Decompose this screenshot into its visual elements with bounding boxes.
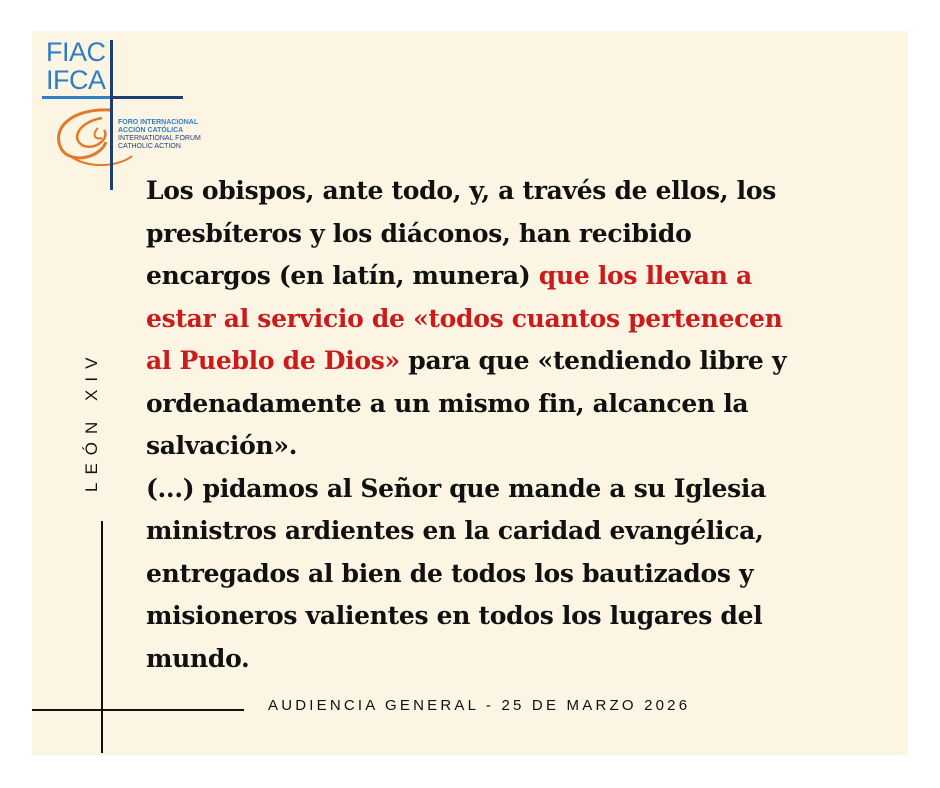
quote-segment: para que «tendiendo libre y bbox=[399, 346, 787, 375]
quote-line bbox=[146, 213, 906, 256]
quote-highlight: que los llevan a bbox=[538, 261, 752, 290]
quote-line bbox=[146, 468, 906, 511]
quote-line bbox=[146, 340, 906, 383]
footer-caption: AUDIENCIA GENERAL - 25 DE MARZO 2026 bbox=[268, 697, 691, 714]
quote-segment: entregados al bien de todos los bautizados y bbox=[146, 558, 754, 588]
quote-line bbox=[146, 298, 906, 341]
quote-line bbox=[146, 170, 906, 213]
quote-segment: presbíteros y los diáconos, han recibido bbox=[146, 218, 692, 248]
logo-fiac-text: FIAC bbox=[46, 37, 106, 67]
quote-segment: ministros ardientes en la caridad evangélica, bbox=[146, 516, 764, 545]
logo-spanish-caption: FORO INTERNACIONAL ACCIÓN CATÓLICA bbox=[118, 119, 199, 134]
quote-segment: mundo. bbox=[146, 643, 250, 673]
quote-segment: ordenadamente a un mismo fin, alcancen la bbox=[146, 388, 749, 418]
quote-line bbox=[146, 425, 906, 468]
quote-line bbox=[146, 510, 906, 553]
quote-segment: salvación». bbox=[146, 431, 298, 460]
quote-line bbox=[146, 255, 906, 298]
quote-segment: (...) pidamos al Señor que mande a su Iglesia bbox=[146, 473, 767, 503]
quote-line bbox=[146, 638, 906, 681]
logo-ifca-text: IFCA bbox=[46, 65, 106, 95]
quote-segment: encargos (en latín, munera) bbox=[146, 261, 539, 290]
quote-line bbox=[146, 383, 906, 426]
author-label: LEÓN XIV bbox=[82, 349, 101, 492]
quote-line bbox=[146, 553, 906, 596]
vertical-rule bbox=[101, 521, 103, 753]
logo-english-caption: INTERNATIONAL FORUM CATHOLIC ACTION bbox=[118, 135, 201, 150]
quote-segment: misioneros valientes en todos los lugares del bbox=[146, 601, 763, 630]
quote-line bbox=[146, 595, 906, 638]
quote-segment: Los obispos, ante todo, y, a través de ellos, los bbox=[146, 176, 776, 205]
quote-highlight: al Pueblo de Dios» bbox=[146, 346, 400, 375]
quote-highlight: estar al servicio de «todos cuantos pertenecen bbox=[146, 303, 783, 333]
quote-text bbox=[146, 170, 906, 680]
horizontal-rule bbox=[32, 709, 244, 711]
